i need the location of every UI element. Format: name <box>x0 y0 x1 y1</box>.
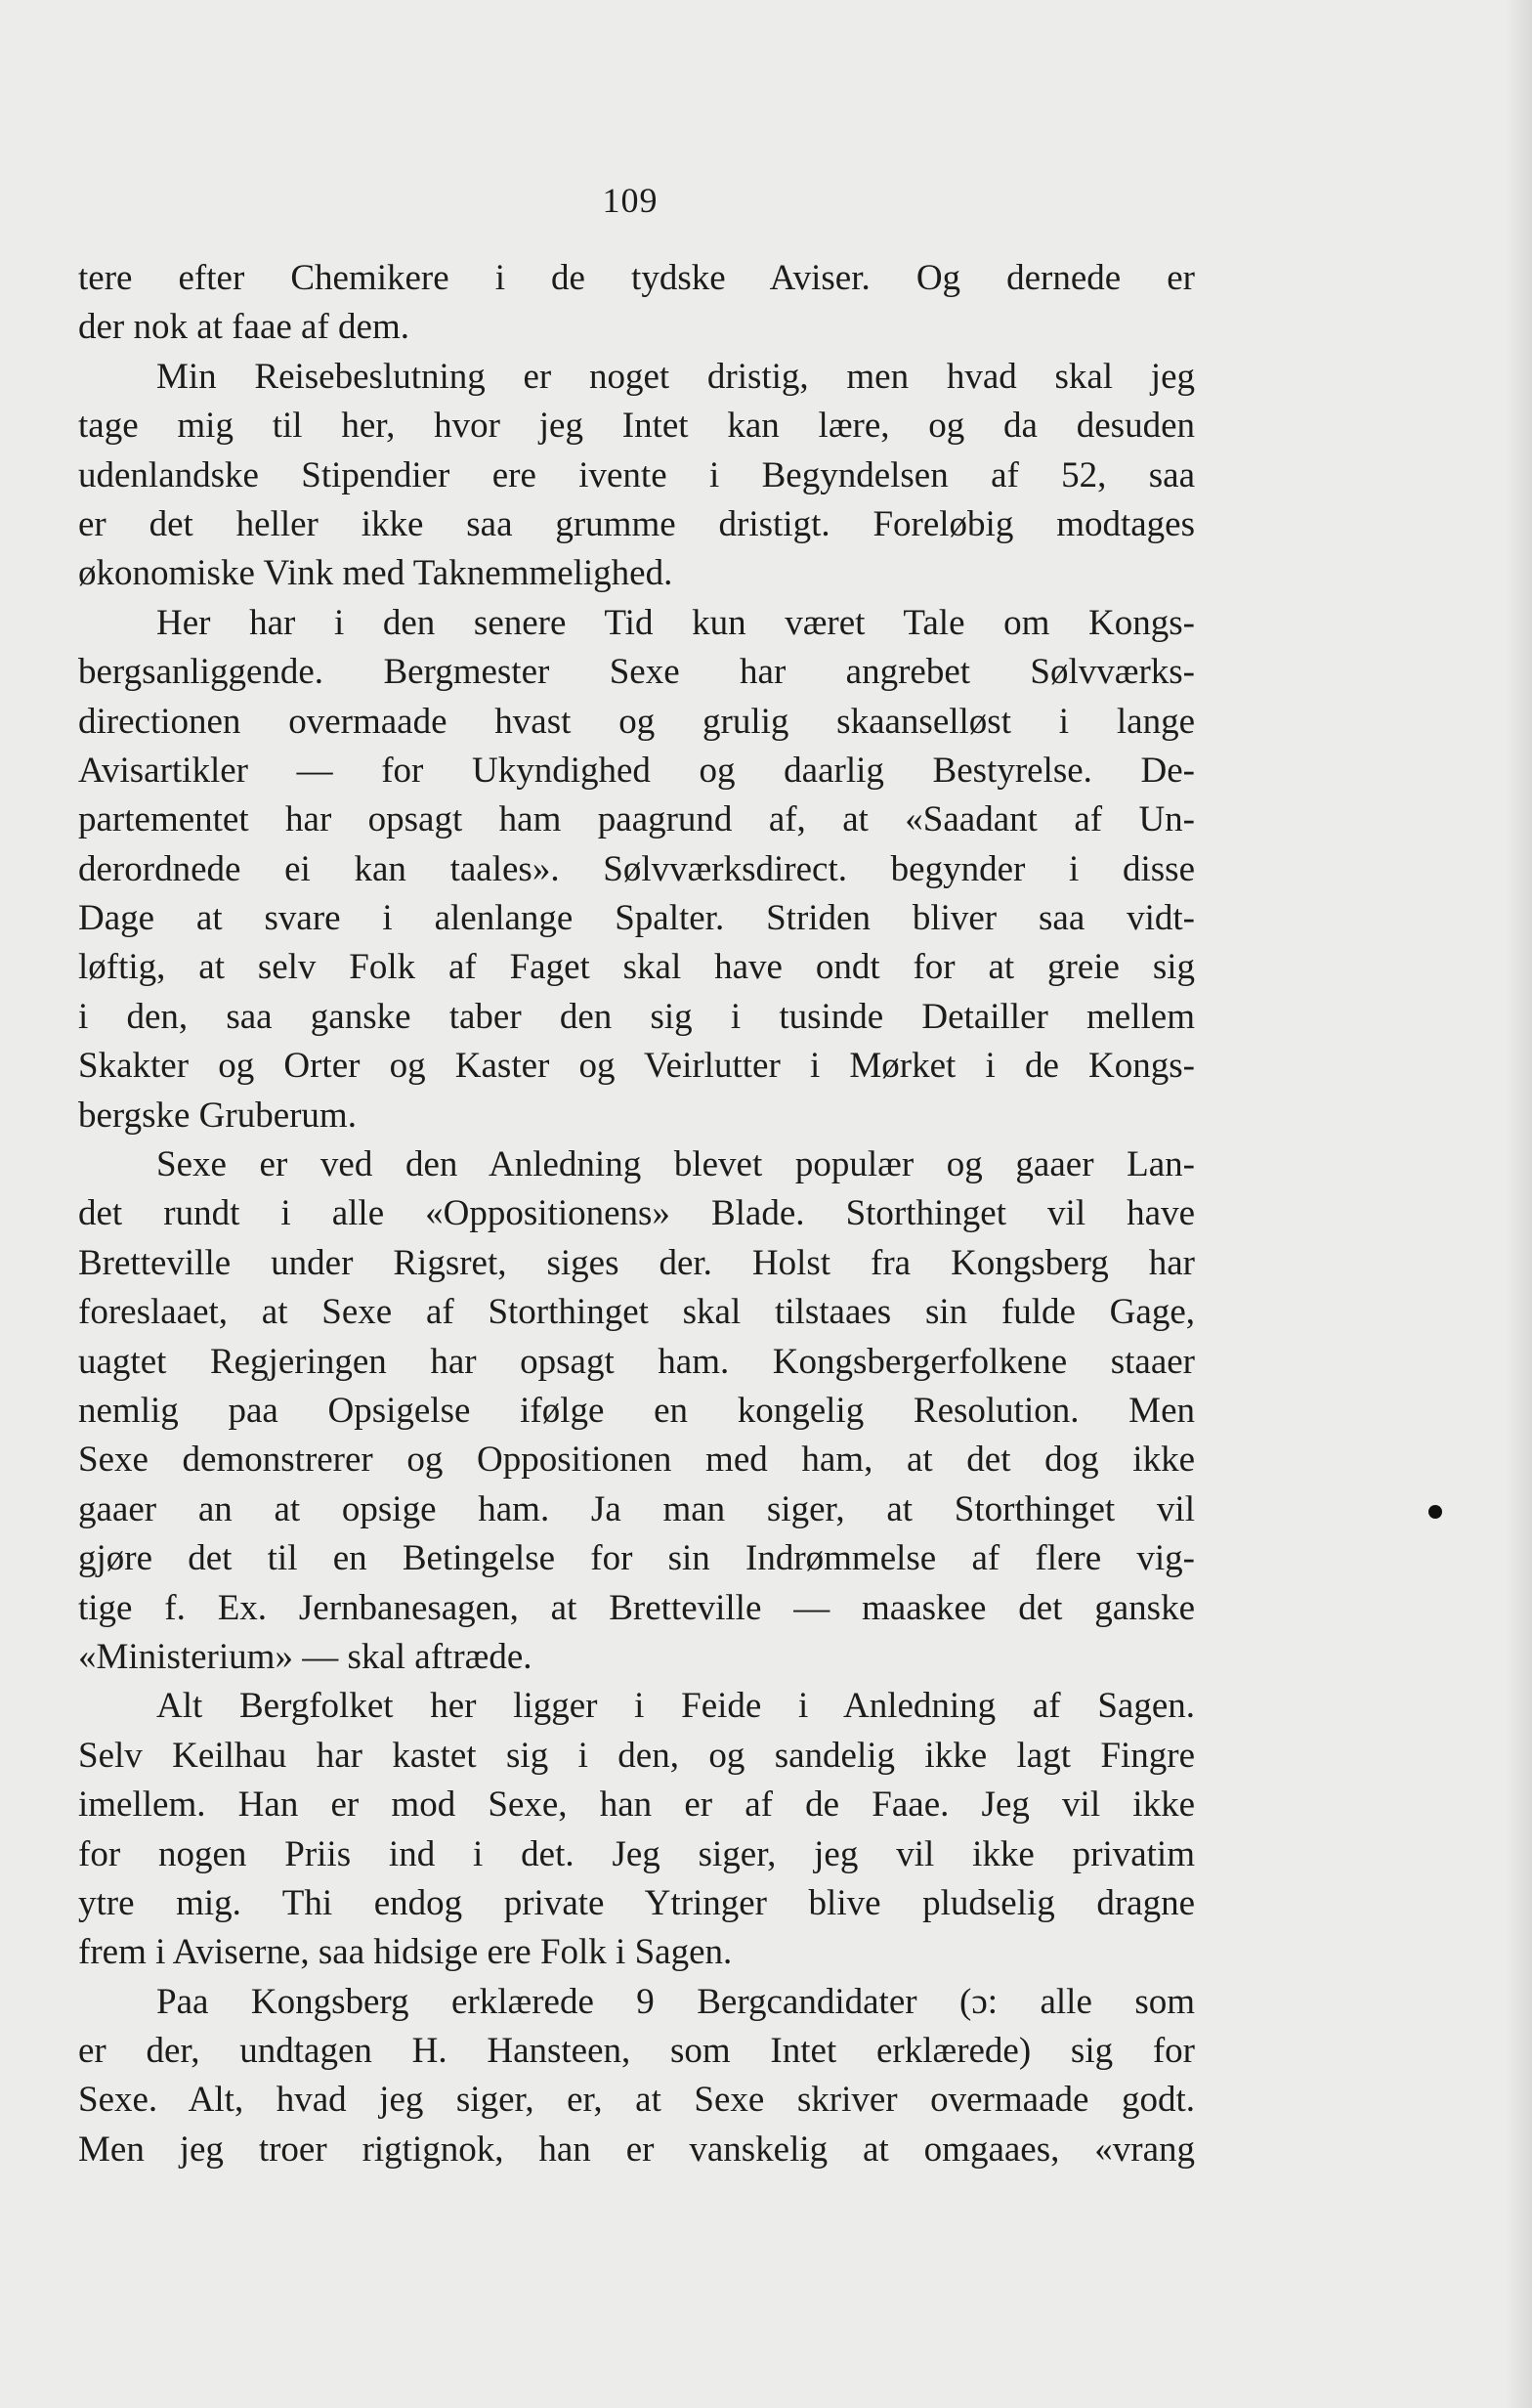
body-text <box>78 254 1195 2174</box>
text-line: udenlandske Stipendier ere ivente i Begyndelsen af 52, saa <box>78 454 1195 495</box>
text-line: directionen overmaade hvast og grulig skaanselløst i lange <box>78 701 1195 742</box>
text-line: økonomiske Vink med Taknemmelighed. <box>78 553 673 594</box>
text-line: foreslaaet, at Sexe af Storthinget skal tilstaaes sin fulde Gage, <box>78 1292 1195 1333</box>
text-line: Men jeg troer rigtignok, han er vanskelig at omgaaes, «vrang <box>78 2128 1195 2170</box>
text-line: ytre mig. Thi endog private Ytringer blive pludselig dragne <box>78 1882 1195 1923</box>
text-line: imellem. Han er mod Sexe, han er af de Faae. Jeg vil ikke <box>78 1784 1195 1826</box>
text-line: Her har i den senere Tid kun været Tale om Kongs- <box>156 602 1195 643</box>
text-line: Sexe er ved den Anledning blevet populær og gaaer Lan- <box>156 1144 1195 1185</box>
text-line: Bretteville under Rigsret, siges der. Holst fra Kongsberg har <box>78 1242 1195 1283</box>
text-line: Paa Kongsberg erklærede 9 Bergcandidater (ɔ: alle som <box>156 1981 1195 2022</box>
text-line: er der, undtagen H. Hansteen, som Intet erklærede) sig for <box>78 2031 1195 2072</box>
text-line: frem i Aviserne, saa hidsige ere Folk i Sagen. <box>78 1932 733 1973</box>
text-line: «Ministerium» — skal aftræde. <box>78 1636 532 1677</box>
text-line: i den, saa ganske taber den sig i tusinde Detailler mellem <box>78 996 1195 1037</box>
text-line: uagtet Regjeringen har opsagt ham. Kongsbergerfolkene staaer <box>78 1341 1195 1382</box>
text-line: derordnede ei kan taales». Sølvværksdirect. begynder i disse <box>78 848 1195 889</box>
text-line: det rundt i alle «Oppositionens» Blade. Storthinget vil have <box>78 1193 1195 1234</box>
text-line: Sexe. Alt, hvad jeg siger, er, at Sexe skriver overmaade godt. <box>78 2080 1195 2121</box>
text-line: bergsanliggende. Bergmester Sexe har angrebet Sølvværks- <box>78 652 1195 693</box>
text-line: Skakter og Orter og Kaster og Veirlutter i Mørket i de Kongs- <box>78 1046 1195 1087</box>
page-edge-shadow <box>1505 0 1532 2408</box>
text-line: Alt Bergfolket her ligger i Feide i Anledning af Sagen. <box>156 1686 1195 1727</box>
text-line: der nok at faae af dem. <box>78 307 409 348</box>
text-line: gaaer an at opsige ham. Ja man siger, at Storthinget vil <box>78 1488 1195 1529</box>
text-line: gjøre det til en Betingelse for sin Indrømmelse af flere vig- <box>78 1538 1195 1579</box>
text-line: tige f. Ex. Jernbanesagen, at Bretteville — maaskee det ganske <box>78 1587 1195 1628</box>
text-line: er det heller ikke saa grumme dristigt. Foreløbig modtages <box>78 503 1195 544</box>
text-line: Sexe demonstrerer og Oppositionen med ham, at det dog ikke <box>78 1440 1195 1481</box>
text-line: tage mig til her, hvor jeg Intet kan lære, og da desuden <box>78 406 1195 447</box>
text-line: for nogen Priis ind i det. Jeg siger, jeg vil ikke privatim <box>78 1833 1195 1874</box>
text-line: Avisartikler — for Ukyndighed og daarlig Bestyrelse. De- <box>78 750 1195 791</box>
page-number: 109 <box>602 181 659 220</box>
text-line: Dage at svare i alenlange Spalter. Striden bliver saa vidt- <box>78 898 1195 939</box>
text-line: tere efter Chemikere i de tydske Aviser. Og dernede er <box>78 258 1195 298</box>
text-line: Selv Keilhau har kastet sig i den, og sandelig ikke lagt Fingre <box>78 1735 1195 1776</box>
text-line: partementet har opsagt ham paagrund af, at «Saadant af Un- <box>78 799 1195 840</box>
text-line: Min Reisebeslutning er noget dristig, men hvad skal jeg <box>156 356 1195 397</box>
text-line: bergske Gruberum. <box>78 1095 357 1136</box>
ink-spot <box>1428 1505 1442 1519</box>
text-line: løftig, at selv Folk af Faget skal have ondt for at greie sig <box>78 947 1195 988</box>
text-line: nemlig paa Opsigelse ifølge en kongelig Resolution. Men <box>78 1390 1195 1431</box>
